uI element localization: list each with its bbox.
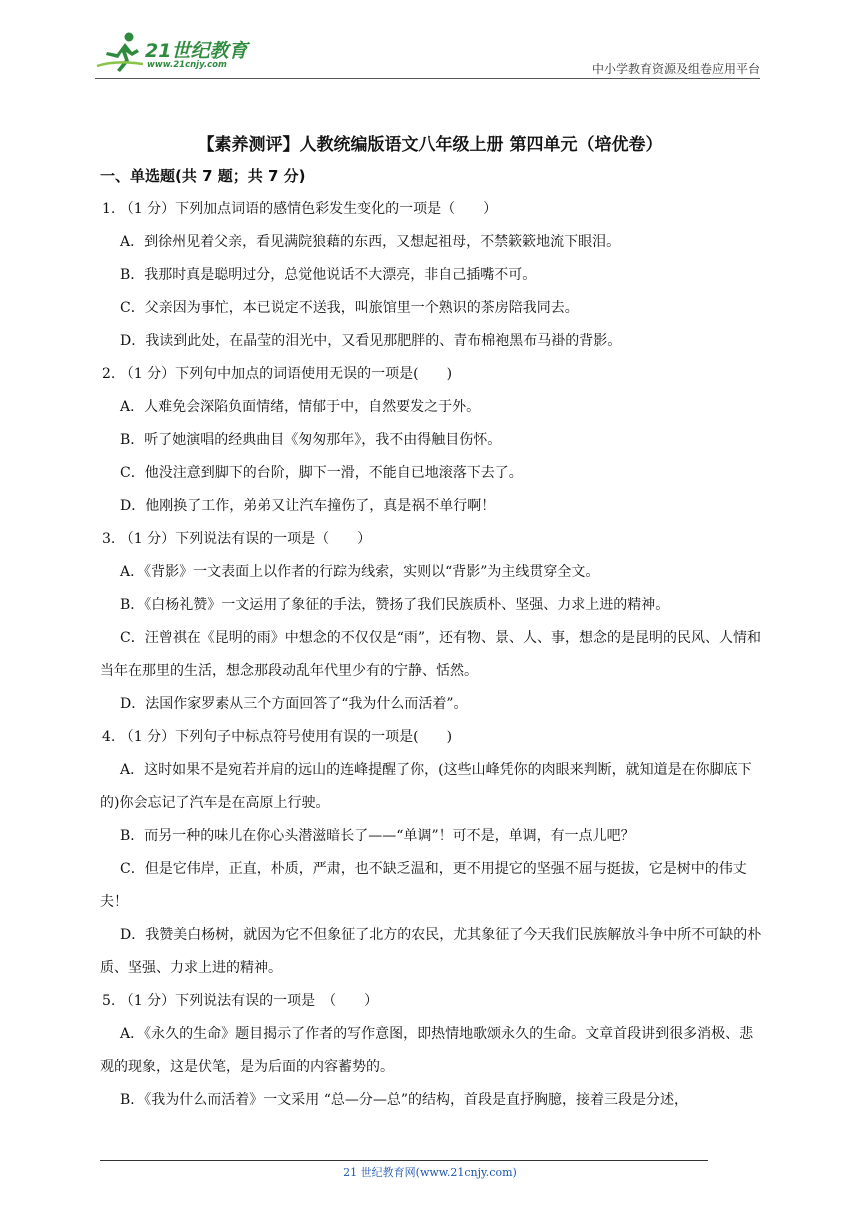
question-4 (100, 721, 762, 985)
option-d: D．我读到此处，在晶莹的泪光中，又看见那肥胖的、青布棉袍黑布马褂的背影。 (120, 333, 622, 349)
logo (95, 30, 265, 80)
option-b: B．我那时真是聪明过分，总觉他说话不大漂亮，非自己插嘴不可。 (120, 267, 537, 283)
option-a: A．这时如果不是宛若并肩的远山的连峰提醒了你，(这些山峰凭你的肉眼来判断，就知道是在你脚底下的)你会忘记了汽车是在高原上行驶。 (100, 762, 752, 811)
option-c: C．父亲因为事忙，本已说定不送我，叫旅馆里一个熟识的茶房陪我同去。 (120, 300, 579, 316)
runner-logo-icon (95, 30, 147, 76)
question-stem: 2. （1 分）下列句中加点的词语使用无误的一项是( ) (102, 366, 453, 382)
question-list (100, 193, 762, 1117)
option-a: A．人难免会深陷负面情绪，情郁于中，自然要发之于外。 (120, 399, 481, 415)
question-stem: 3. （1 分）下列说法有误的一项是（ ） (102, 531, 372, 547)
option-a: A．《永久的生命》题目揭示了作者的写作意图，即热情地歌颂永久的生命。文章首段讲到很多消极、悲观的现象，这是伏笔，是为后面的内容蓄势的。 (100, 1026, 754, 1075)
question-2 (100, 358, 762, 523)
platform-name: 中小学教育资源及组卷应用平台 (591, 62, 760, 76)
option-a: A．到徐州见着父亲，看见满院狼藉的东西，又想起祖母，不禁簌簌地流下眼泪。 (120, 234, 621, 250)
logo-url: www.21cnjy.com (147, 60, 227, 70)
header-divider (95, 78, 760, 79)
option-a: A．《背影》一文表面上以作者的行踪为线索，实则以“背影”为主线贯穿全文。 (120, 564, 600, 580)
section-heading: 一、单选题(共 7 题；共 7 分) (100, 167, 306, 185)
option-b: B．《白杨礼赞》一文运用了象征的手法，赞扬了我们民族质朴、坚强、力求上进的精神。 (120, 597, 670, 613)
question-5 (100, 985, 762, 1117)
option-d: D．我赞美白杨树，就因为它不但象征了北方的农民，尤其象征了今天我们民族解放斗争中所不可缺的朴质、坚强、力求上进的精神。 (100, 927, 762, 976)
option-d: D．他刚换了工作，弟弟又让汽车撞伤了，真是祸不单行啊！ (120, 498, 496, 514)
logo-brand: 21世纪教育 (145, 40, 248, 62)
question-stem: 1. （1 分）下列加点词语的感情色彩发生变化的一项是（ ） (102, 201, 498, 217)
question-stem: 5. （1 分）下列说法有误的一项是 （ ） (102, 993, 379, 1009)
page-header (95, 30, 760, 80)
option-b: B．《我为什么而活着》一文采用 “总—分—总”的结构，首段是直抒胸臆，接着三段是分述， (120, 1092, 689, 1108)
footer-divider (100, 1160, 708, 1161)
option-c: C．但是它伟岸，正直，朴质，严肃，也不缺乏温和，更不用提它的坚强不屈与挺拔，它是树中的伟丈夫！ (100, 861, 747, 910)
question-stem: 4. （1 分）下列句子中标点符号使用有误的一项是( ) (102, 729, 453, 745)
option-b: B．而另一种的味儿在你心头潜滋暗长了——“单调”！可不是，单调，有一点儿吧？ (120, 828, 635, 844)
option-b: B．听了她演唱的经典曲目《匆匆那年》，我不由得触目伤怀。 (120, 432, 502, 448)
footer-text[interactable]: 21 世纪教育网(www.21cnjy.com) (343, 1166, 517, 1179)
document-title: 【素养测评】人教统编版语文八年级上册 第四单元（培优卷） (197, 135, 663, 155)
question-3 (100, 523, 762, 721)
option-d: D．法国作家罗素从三个方面回答了“我为什么而活着”。 (120, 696, 468, 712)
question-1 (100, 193, 762, 358)
option-c: C．他没注意到脚下的台阶，脚下一滑，不能自已地滚落下去了。 (120, 465, 523, 481)
option-c: C．汪曾祺在《昆明的雨》中想念的不仅仅是“雨”，还有物、景、人、事，想念的是昆明的民风、人情和当年在那里的生活，想念那段动乱年代里少有的宁静、恬然。 (100, 630, 762, 679)
